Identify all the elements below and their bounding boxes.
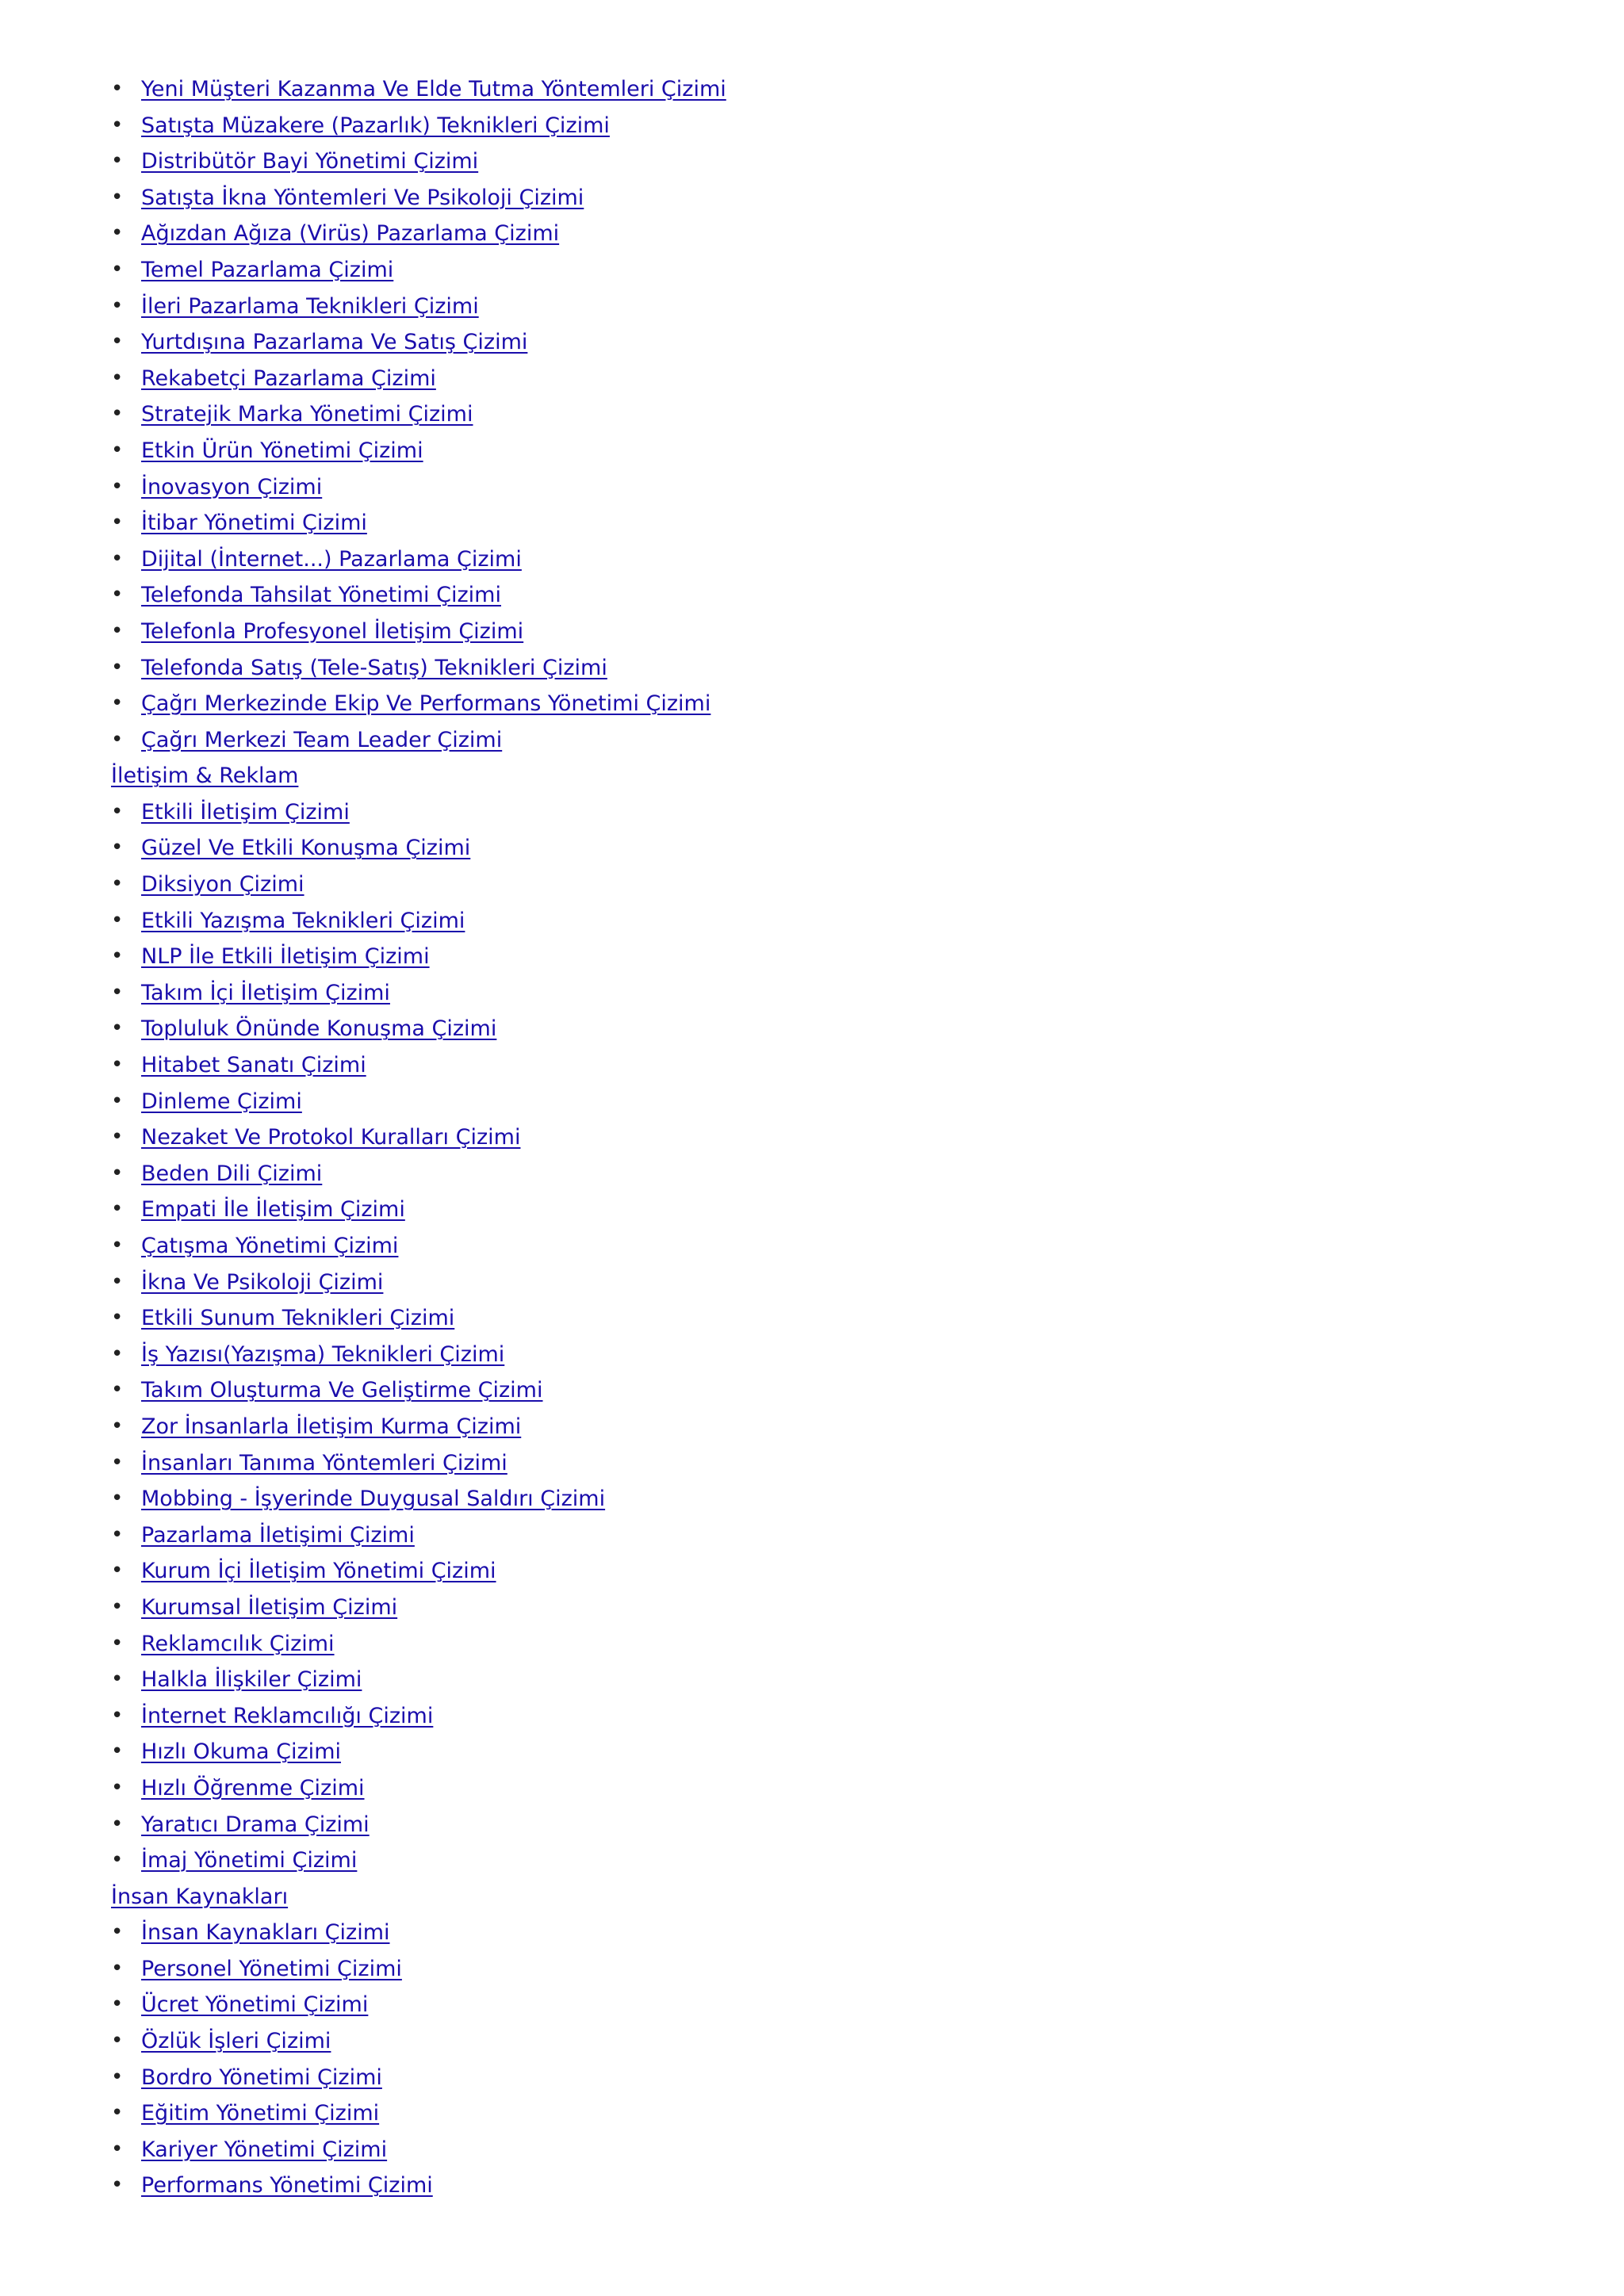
list-link[interactable]: Etkili Yazışma Teknikleri Çizimi [141,908,465,933]
bullet-icon: • [111,2137,124,2161]
list-item [111,180,1538,216]
list-link[interactable]: Satışta İkna Yöntemleri Ve Psikoloji Çizimi [141,185,584,210]
list-item [111,2023,1538,2060]
bullet-icon: • [111,1450,124,1475]
list-link[interactable]: Etkili Sunum Teknikleri Çizimi [141,1306,455,1331]
list-link[interactable]: Telefonda Satış (Tele-Satış) Teknikleri Çizimi [141,655,607,680]
bullet-icon: • [111,1559,124,1583]
list-item [111,1517,1538,1554]
list-link[interactable]: İmaj Yönetimi Çizimi [141,1848,358,1873]
list-link[interactable]: İnternet Reklamcılığı Çizimi [141,1703,434,1728]
bullet-icon: • [111,1992,124,2017]
list-link[interactable]: Takım Oluşturma Ve Geliştirme Çizimi [141,1378,543,1403]
bullet-icon: • [111,1234,124,1257]
bullet-icon: • [111,1775,124,1800]
list-link[interactable]: Diksiyon Çizimi [141,872,304,897]
list-link[interactable]: Takım İçi İletişim Çizimi [141,980,390,1005]
page-content [111,71,1538,2204]
section-heading-link[interactable]: İletişim & Reklam [111,763,299,789]
list-item [111,216,1538,252]
list-link[interactable]: Halkla İlişkiler Çizimi [141,1667,362,1693]
bullet-icon: • [111,980,124,1004]
list-link[interactable]: Çağrı Merkezi Team Leader Çizimi [141,727,503,752]
bullet-icon: • [111,836,124,860]
bullet-icon: • [111,1053,124,1077]
bullet-icon: • [111,1487,124,1511]
list-link[interactable]: Topluluk Önünde Konuşma Çizimi [141,1016,497,1042]
list-item [111,939,1538,975]
list-item [111,1987,1538,2023]
list-item [111,722,1538,759]
bullet-icon: • [111,1306,124,1330]
list-item [111,252,1538,289]
list-item [111,1265,1538,1301]
bullet-icon: • [111,2101,124,2126]
list-link[interactable]: Stratejik Marka Yönetimi Çizimi [141,402,473,427]
list-link[interactable]: Hitabet Sanatı Çizimi [141,1053,366,1078]
bullet-icon: • [111,1812,124,1836]
list-item [111,1481,1538,1517]
bullet-icon: • [111,1378,124,1402]
link-list-group3 [111,1915,1538,2204]
bullet-icon: • [111,872,124,897]
list-item [111,903,1538,939]
list-link[interactable]: Dijital (İnternet...) Pazarlama Çizimi [141,546,522,572]
list-link[interactable]: Dinleme Çizimi [141,1089,302,1114]
bullet-icon: • [111,1739,124,1764]
list-link[interactable]: Reklamcılık Çizimi [141,1631,335,1656]
list-item [111,1734,1538,1770]
list-link[interactable]: İtibar Yönetimi Çizimi [141,511,367,536]
bullet-icon: • [111,944,124,969]
bullet-icon: • [111,2173,124,2198]
list-link[interactable]: Personel Yönetimi Çizimi [141,1956,402,1981]
bullet-icon: • [111,77,124,101]
bullet-icon: • [111,1089,124,1113]
list-item [111,1011,1538,1047]
bullet-icon: • [111,1522,124,1547]
list-link[interactable]: Performans Yönetimi Çizimi [141,2173,433,2198]
bullet-icon: • [111,1161,124,1185]
list-item [111,1445,1538,1482]
link-list-group1 [111,71,1538,758]
list-item [111,1156,1538,1192]
list-item [111,830,1538,867]
list-item [111,1951,1538,1988]
list-link[interactable]: Ağızdan Ağıza (Virüs) Pazarlama Çizimi [141,221,560,247]
bullet-icon: • [111,2064,124,2089]
list-link[interactable]: İleri Pazarlama Teknikleri Çizimi [141,293,479,319]
list-item [111,1119,1538,1156]
list-link[interactable]: Kurumsal İletişim Çizimi [141,1594,398,1620]
list-item [111,1228,1538,1265]
list-item [111,469,1538,506]
list-item [111,108,1538,144]
bullet-icon: • [111,1703,124,1728]
bullet-icon: • [111,1341,124,1366]
list-item [111,650,1538,687]
bullet-icon: • [111,221,124,246]
list-item [111,1553,1538,1590]
bullet-icon: • [111,511,124,535]
bullet-icon: • [111,1631,124,1655]
bullet-icon: • [111,727,124,752]
list-link[interactable]: İkna Ve Psikoloji Çizimi [141,1269,384,1295]
bullet-icon: • [111,365,124,390]
bullet-icon: • [111,1956,124,1980]
list-link[interactable]: İnsan Kaynakları Çizimi [141,1920,390,1946]
list-link[interactable]: Zor İnsanlarla İletişim Kurma Çizimi [141,1414,522,1439]
list-item [111,975,1538,1012]
bullet-icon: • [111,655,124,679]
list-link[interactable]: Satışta Müzakere (Pazarlık) Teknikleri Çizimi [141,113,610,138]
list-item [111,1192,1538,1228]
list-link[interactable]: İnovasyon Çizimi [141,474,323,499]
list-item [111,1662,1538,1698]
list-item [111,1084,1538,1120]
list-item [111,2060,1538,2096]
list-link[interactable]: Telefonda Tahsilat Yönetimi Çizimi [141,583,501,608]
bullet-icon: • [111,2029,124,2053]
list-link[interactable]: Çağrı Merkezinde Ekip Ve Performans Yönetimi Çizimi [141,691,711,717]
bullet-icon: • [111,402,124,427]
list-item [111,1843,1538,1879]
bullet-icon: • [111,1920,124,1945]
list-link[interactable]: Yeni Müşteri Kazanma Ve Elde Tutma Yöntemleri Çizimi [141,77,726,101]
bullet-icon: • [111,149,124,174]
list-item [111,1337,1538,1373]
list-item [111,794,1538,831]
list-item [111,2132,1538,2168]
list-item [111,144,1538,180]
list-link[interactable]: Rekabetçi Pazarlama Çizimi [141,365,436,391]
list-item [111,867,1538,903]
list-link[interactable]: İş Yazısı(Yazışma) Teknikleri Çizimi [141,1341,505,1367]
bullet-icon: • [111,583,124,607]
list-item [111,1807,1538,1843]
list-link[interactable]: Etkin Ürün Yönetimi Çizimi [141,438,423,463]
list-item [111,505,1538,541]
list-item [111,614,1538,650]
list-item [111,2095,1538,2132]
list-link[interactable]: Çatışma Yönetimi Çizimi [141,1234,399,1258]
bullet-icon: • [111,474,124,499]
list-item [111,1770,1538,1807]
bullet-icon: • [111,618,124,643]
list-item [111,577,1538,614]
bullet-icon: • [111,1125,124,1150]
list-item [111,1372,1538,1409]
list-item [111,1590,1538,1626]
list-item [111,1047,1538,1084]
list-item [111,541,1538,578]
bullet-icon: • [111,113,124,137]
list-link[interactable]: Bordro Yönetimi Çizimi [141,2064,382,2090]
section-heading-insan-kaynaklari [111,1879,1538,1915]
bullet-icon: • [111,1848,124,1873]
bullet-icon: • [111,1667,124,1692]
list-link[interactable]: Yaratıcı Drama Çizimi [141,1812,370,1837]
list-item [111,396,1538,433]
list-item [111,1915,1538,1951]
bullet-icon: • [111,330,124,354]
bullet-icon: • [111,1269,124,1294]
list-item [111,686,1538,722]
bullet-icon: • [111,1594,124,1619]
list-link[interactable]: Ücret Yönetimi Çizimi [141,1992,369,2018]
list-item [111,2168,1538,2204]
bullet-icon: • [111,1414,124,1438]
list-link[interactable]: Kurum İçi İletişim Yönetimi Çizimi [141,1559,496,1584]
bullet-icon: • [111,546,124,571]
bullet-icon: • [111,1197,124,1222]
section-heading-link[interactable]: İnsan Kaynakları [111,1884,289,1909]
list-link[interactable]: Distribütör Bayi Yönetimi Çizimi [141,149,479,174]
bullet-icon: • [111,691,124,716]
list-link[interactable]: Eğitim Yönetimi Çizimi [141,2101,380,2126]
list-item [111,361,1538,397]
list-link[interactable]: Pazarlama İletişimi Çizimi [141,1522,415,1548]
list-item [111,324,1538,361]
list-link[interactable]: İnsanları Tanıma Yöntemleri Çizimi [141,1450,508,1475]
list-item [111,1626,1538,1663]
list-item [111,1409,1538,1445]
list-link[interactable]: Özlük İşleri Çizimi [141,2029,331,2054]
bullet-icon: • [111,908,124,932]
list-link[interactable]: NLP İle Etkili İletişim Çizimi [141,944,430,970]
list-link[interactable]: Hızlı Öğrenme Çizimi [141,1775,365,1800]
list-link[interactable]: Mobbing - İşyerinde Duygusal Saldırı Çizimi [141,1487,606,1512]
list-item [111,1300,1538,1337]
list-link[interactable]: Beden Dili Çizimi [141,1161,323,1186]
list-link[interactable]: Kariyer Yönetimi Çizimi [141,2137,388,2162]
bullet-icon: • [111,1016,124,1041]
list-link[interactable]: Empati İle İletişim Çizimi [141,1197,405,1223]
list-link[interactable]: Güzel Ve Etkili Konuşma Çizimi [141,836,471,861]
bullet-icon: • [111,438,124,462]
bullet-icon: • [111,257,124,281]
bullet-icon: • [111,293,124,318]
list-link[interactable]: Nezaket Ve Protokol Kuralları Çizimi [141,1125,521,1150]
list-item [111,433,1538,469]
list-item [111,71,1538,108]
bullet-icon: • [111,185,124,209]
list-link[interactable]: Yurtdışına Pazarlama Ve Satış Çizimi [141,330,528,355]
list-link[interactable]: Hızlı Okuma Çizimi [141,1739,341,1765]
bullet-icon: • [111,799,124,824]
list-link[interactable]: Etkili İletişim Çizimi [141,799,350,825]
list-item [111,289,1538,325]
link-list-group2 [111,794,1538,1879]
list-link[interactable]: Telefonla Profesyonel İletişim Çizimi [141,618,524,644]
list-item [111,1698,1538,1735]
section-heading-iletisim-reklam [111,758,1538,794]
list-link[interactable]: Temel Pazarlama Çizimi [141,257,394,282]
